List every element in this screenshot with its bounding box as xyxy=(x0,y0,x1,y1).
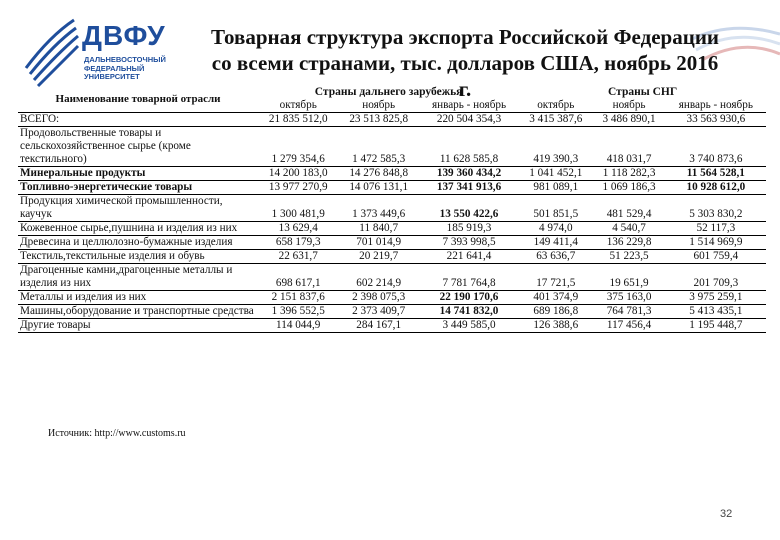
title-line-2: со всеми странами, тыс. долларов США, ноябрь 2016 г. xyxy=(211,51,719,101)
cell-value: 481 529,4 xyxy=(592,195,665,222)
logo-name-line: УНИВЕРСИТЕТ xyxy=(84,72,140,81)
header-month: октябрь xyxy=(258,99,338,113)
row-name: Продукция химической промышленности, каучук xyxy=(18,195,258,222)
cell-value: 981 089,1 xyxy=(519,181,592,195)
header-month: ноябрь xyxy=(592,99,665,113)
cell-value: 1 195 448,7 xyxy=(666,319,766,333)
cell-value: 63 636,7 xyxy=(519,250,592,264)
cell-value: 5 303 830,2 xyxy=(666,195,766,222)
table-row xyxy=(18,113,766,127)
cell-value: 7 781 764,8 xyxy=(419,264,519,291)
cell-value: 2 151 837,6 xyxy=(258,291,338,305)
export-structure-table xyxy=(18,86,766,333)
logo-emblem-icon xyxy=(22,14,80,90)
table-row xyxy=(18,236,766,250)
cell-value: 19 651,9 xyxy=(592,264,665,291)
cell-value: 14 076 131,1 xyxy=(338,181,418,195)
row-name: ВСЕГО: xyxy=(18,113,258,127)
cell-value: 418 031,7 xyxy=(592,127,665,167)
cell-value: 13 629,4 xyxy=(258,222,338,236)
row-name: Машины,оборудование и транспортные средства xyxy=(18,305,258,319)
cell-value: 284 167,1 xyxy=(338,319,418,333)
cell-value: 2 373 409,7 xyxy=(338,305,418,319)
cell-value: 1 118 282,3 xyxy=(592,167,665,181)
cell-value: 602 214,9 xyxy=(338,264,418,291)
table-row xyxy=(18,264,766,291)
cell-value: 221 641,4 xyxy=(419,250,519,264)
cell-value: 33 563 930,6 xyxy=(666,113,766,127)
header-month: январь - ноябрь xyxy=(666,99,766,113)
page-number: 32 xyxy=(720,508,733,520)
cell-value: 11 564 528,1 xyxy=(666,167,766,181)
row-name: Металлы и изделия из них xyxy=(18,291,258,305)
row-name: Другие товары xyxy=(18,319,258,333)
logo-name xyxy=(84,56,184,82)
cell-value: 1 396 552,5 xyxy=(258,305,338,319)
cell-value: 1 279 354,6 xyxy=(258,127,338,167)
cell-value: 21 835 512,0 xyxy=(258,113,338,127)
cell-value: 1 300 481,9 xyxy=(258,195,338,222)
row-name: Минеральные продукты xyxy=(18,167,258,181)
cell-value: 137 341 913,6 xyxy=(419,181,519,195)
cell-value: 698 617,1 xyxy=(258,264,338,291)
header-month: январь - ноябрь xyxy=(419,99,519,113)
cell-value: 117 456,4 xyxy=(592,319,665,333)
table-row xyxy=(18,250,766,264)
cell-value: 114 044,9 xyxy=(258,319,338,333)
cell-value: 11 628 585,8 xyxy=(419,127,519,167)
cell-value: 11 840,7 xyxy=(338,222,418,236)
cell-value: 14 741 832,0 xyxy=(419,305,519,319)
table-row xyxy=(18,195,766,222)
row-name: Древесина и целлюлозно-бумажные изделия xyxy=(18,236,258,250)
row-name: Продовольственные товары и сельскохозяйственное сырье (кроме текстильного) xyxy=(18,127,258,167)
cell-value: 701 014,9 xyxy=(338,236,418,250)
cell-value: 14 276 848,8 xyxy=(338,167,418,181)
cell-value: 126 388,6 xyxy=(519,319,592,333)
cell-value: 1 472 585,3 xyxy=(338,127,418,167)
cell-value: 136 229,8 xyxy=(592,236,665,250)
header-group-far: Страны дальнего зарубежья xyxy=(314,86,463,98)
cell-value: 764 781,3 xyxy=(592,305,665,319)
cell-value: 3 486 890,1 xyxy=(592,113,665,127)
cell-value: 22 631,7 xyxy=(258,250,338,264)
cell-value: 601 759,4 xyxy=(666,250,766,264)
cell-value: 3 449 585,0 xyxy=(419,319,519,333)
cell-value: 501 851,5 xyxy=(519,195,592,222)
cell-value: 4 540,7 xyxy=(592,222,665,236)
cell-value: 1 041 452,1 xyxy=(519,167,592,181)
table-row xyxy=(18,127,766,167)
cell-value: 22 190 170,6 xyxy=(419,291,519,305)
cell-value: 1 514 969,9 xyxy=(666,236,766,250)
table-row xyxy=(18,291,766,305)
cell-value: 220 504 354,3 xyxy=(419,113,519,127)
cell-value: 20 219,7 xyxy=(338,250,418,264)
table-row xyxy=(18,222,766,236)
cell-value: 2 398 075,3 xyxy=(338,291,418,305)
header-month: октябрь xyxy=(519,99,592,113)
header-name: Наименование товарной отрасли xyxy=(18,86,258,113)
cell-value: 51 223,5 xyxy=(592,250,665,264)
cell-value: 14 200 183,0 xyxy=(258,167,338,181)
cell-value: 3 740 873,6 xyxy=(666,127,766,167)
logo-name-line: ФЕДЕРАЛЬНЫЙ xyxy=(84,63,145,73)
row-name: Кожевенное сырье,пушнина и изделия из них xyxy=(18,222,258,236)
logo-abbr: ДВФУ xyxy=(82,20,166,51)
cell-value: 7 393 998,5 xyxy=(419,236,519,250)
table-header-row xyxy=(18,86,766,99)
logo-name-line: ДАЛЬНЕВОСТОЧНЫЙ xyxy=(84,55,166,64)
row-name: Текстиль,текстильные изделия и обувь xyxy=(18,250,258,264)
cell-value: 375 163,0 xyxy=(592,291,665,305)
cell-value: 689 186,8 xyxy=(519,305,592,319)
cell-value: 1 069 186,3 xyxy=(592,181,665,195)
cell-value: 13 550 422,6 xyxy=(419,195,519,222)
cell-value: 149 411,4 xyxy=(519,236,592,250)
cell-value: 401 374,9 xyxy=(519,291,592,305)
header-group-cis: Страны СНГ xyxy=(608,86,678,98)
title-line-1: Товарная структура экспорта Российской Федерации xyxy=(210,25,720,49)
source-note: Источник: http://www.customs.ru xyxy=(48,428,186,439)
row-name: Драгоценные камни,драгоценные металлы и изделия из них xyxy=(18,264,258,291)
dvfu-logo xyxy=(22,14,182,90)
cell-value: 13 977 270,9 xyxy=(258,181,338,195)
cell-value: 4 974,0 xyxy=(519,222,592,236)
cell-value: 17 721,5 xyxy=(519,264,592,291)
cell-value: 23 513 825,8 xyxy=(338,113,418,127)
header-month: ноябрь xyxy=(338,99,418,113)
row-name: Топливно-энергетические товары xyxy=(18,181,258,195)
cell-value: 658 179,3 xyxy=(258,236,338,250)
cell-value: 10 928 612,0 xyxy=(666,181,766,195)
cell-value: 201 709,3 xyxy=(666,264,766,291)
table-row xyxy=(18,167,766,181)
cell-value: 139 360 434,2 xyxy=(419,167,519,181)
table-row xyxy=(18,319,766,333)
table-row xyxy=(18,181,766,195)
cell-value: 3 975 259,1 xyxy=(666,291,766,305)
cell-value: 5 413 435,1 xyxy=(666,305,766,319)
table-row xyxy=(18,305,766,319)
cell-value: 419 390,3 xyxy=(519,127,592,167)
cell-value: 3 415 387,6 xyxy=(519,113,592,127)
cell-value: 52 117,3 xyxy=(666,222,766,236)
cell-value: 1 373 449,6 xyxy=(338,195,418,222)
cell-value: 185 919,3 xyxy=(419,222,519,236)
